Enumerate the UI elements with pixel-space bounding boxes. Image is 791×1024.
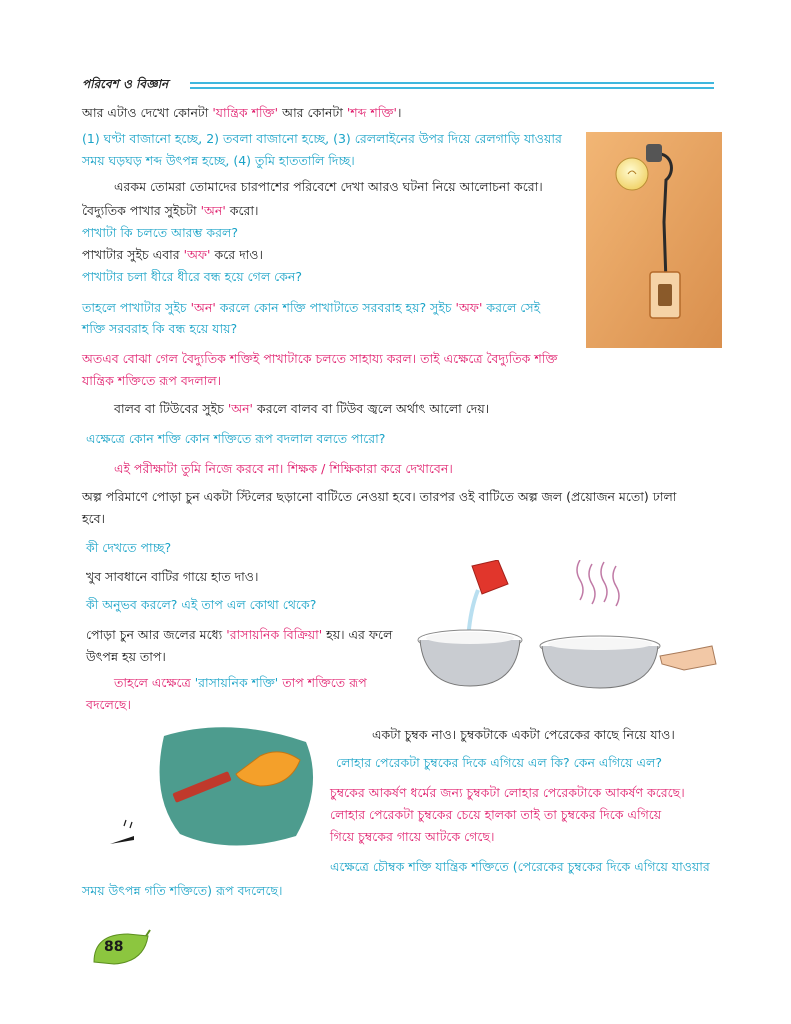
line-31: সময় উৎপন্ন গতি শক্তিতে) রূপ বদলেছে। xyxy=(82,883,283,898)
line-11: অতএব বোঝা গেল বৈদ্যুতিক শক্তিই পাখাটাকে চলতে সাহায্য করল। তাই এক্ষেত্রে বৈদ্যুতিক শক্তি xyxy=(82,351,558,366)
text: তাহলে পাখাটার সুইচ xyxy=(82,300,191,315)
line-23 xyxy=(114,674,367,692)
page-number: 88 xyxy=(104,939,124,955)
line-5 xyxy=(82,202,258,220)
line-10: শক্তি সরবরাহ কি বন্ধ হয়ে যায়? xyxy=(82,321,238,336)
line-30: এক্ষেত্রে চৌম্বক শক্তি যান্ত্রিক শক্তিতে (পেরেকের চুম্বকের দিকে এগিয়ে যাওয়ার xyxy=(330,859,710,874)
line-8: পাখাটার চলা ধীরে ধীরে বন্ধ হয়ে গেল কেন? xyxy=(82,269,303,284)
highlight: 'অফ' xyxy=(183,247,211,262)
line-28: লোহার পেরেকটা চুম্বকের চেয়ে হালকা তাই তা চুম্বকের দিকে এগিয়ে xyxy=(330,807,662,822)
highlight: 'যান্ত্রিক শক্তি' xyxy=(212,105,279,120)
line-24: বদলেছে। xyxy=(86,697,131,712)
line-7 xyxy=(82,246,263,264)
bulb-icon xyxy=(616,158,648,190)
line-25: একটা চুম্বক নাও। চুম্বকটাকে একটা পেরেকের কাছে নিয়ে যাও। xyxy=(372,727,675,742)
text: । xyxy=(396,105,402,120)
line-21 xyxy=(86,626,392,644)
hand-icon xyxy=(660,646,716,670)
switch-toggle xyxy=(658,284,672,306)
text: বালব বা টিউবের সুইচ xyxy=(114,401,228,416)
text: করলে বালব বা টিউব জ্বলে অর্থাৎ আলো দেয়। xyxy=(253,401,490,416)
bulb-holder xyxy=(646,144,662,162)
highlight: 'অফ' xyxy=(455,300,483,315)
text: বৈদ্যুতিক পাখার সুইচটা xyxy=(82,203,201,218)
highlight: 'শব্দ শক্তি' xyxy=(346,105,397,120)
green-patch xyxy=(160,727,313,845)
running-header: পরিবেশ ও বিজ্ঞান xyxy=(82,77,169,91)
line-17: হবে। xyxy=(82,511,106,526)
line-2: (1) ঘণ্টা বাজানো হচ্ছে, 2) তবলা বাজানো হচ্ছে, (3) রেললাইনের উপর দিয়ে রেলগাড়ি যাওয়ার xyxy=(82,131,562,146)
text: তাহলে এক্ষেত্রে xyxy=(114,675,195,690)
lime-water-illustration xyxy=(412,560,718,698)
line-22: উৎপন্ন হয় তাপ। xyxy=(86,649,166,664)
text: পোড়া চুন আর জলের মধ্যে xyxy=(86,627,227,642)
text: পাখাটার সুইচ এবার xyxy=(82,247,184,262)
line-3: সময় ঘড়ঘড় শব্দ উৎপন্ন হচ্ছে, (4) তুমি হাততালি দিচ্ছ। xyxy=(82,153,355,168)
line-6: পাখাটা কি চলতে আরম্ভ করল? xyxy=(82,225,238,240)
line-15: এই পরীক্ষাটা তুমি নিজে করবে না। শিক্ষক / শিক্ষিকারা করে দেখাবেন। xyxy=(114,461,453,476)
line-20: কী অনুভব করলে? এই তাপ এল কোথা থেকে? xyxy=(86,597,317,612)
text: আর কোনটা xyxy=(278,105,347,120)
line-9 xyxy=(82,299,540,317)
text: করলে কোন শক্তি পাখাটাতে সরবরাহ হয়? সুইচ xyxy=(215,300,456,315)
line-16: অল্প পরিমাণে পোড়া চুন একটা স্টিলের ছড়ানো বাটিতে নেওয়া হবে। তারপর ওই বাটিতে অল্প জল (প্রয়োজন মতো) ঢালা xyxy=(82,489,677,504)
nail-icon xyxy=(110,836,134,844)
line-19: খুব সাবধানে বাটির গায়ে হাত দাও। xyxy=(86,569,259,584)
highlight: 'অন' xyxy=(227,401,253,416)
line-13 xyxy=(114,400,489,418)
line-4: এরকম তোমরা তোমাদের চারপাশের পরিবেশে দেখা আরও ঘটনা নিয়ে আলোচনা করো। xyxy=(114,179,543,194)
bowl-right xyxy=(540,636,660,688)
text: তাপ শক্তিতে রূপ xyxy=(278,675,367,690)
highlight: 'অন' xyxy=(190,300,216,315)
line-12: যান্ত্রিক শক্তিতে রূপ বদলাল। xyxy=(82,373,222,388)
line-1 xyxy=(82,104,401,122)
header-rule xyxy=(190,82,714,94)
line-27: চুম্বকের আকর্ষণ ধর্মের জন্য চুম্বকটা লোহার পেরেকটাকে আকর্ষণ করেছে। xyxy=(330,785,685,800)
line-29: গিয়ে চুম্বকের গায়ে আটকে গেছে। xyxy=(330,829,495,844)
line-18: কী দেখতে পাচ্ছ? xyxy=(86,540,172,555)
line-26: লোহার পেরেকটা চুম্বকের দিকে এগিয়ে এল কি? কেন এগিয়ে এল? xyxy=(336,755,662,770)
highlight: 'রাসায়নিক শক্তি' xyxy=(194,675,279,690)
bulb-switch-illustration xyxy=(586,132,722,348)
text: করো। xyxy=(225,203,259,218)
text: করলে সেই xyxy=(482,300,541,315)
highlight: 'অন' xyxy=(200,203,226,218)
motion-marks xyxy=(124,820,132,828)
highlight: 'রাসায়নিক বিক্রিয়া' xyxy=(226,627,323,642)
magnet-nail-illustration xyxy=(110,716,330,860)
text: আর এটাও দেখো কোনটা xyxy=(82,105,213,120)
steam xyxy=(577,560,619,606)
pouring-cup-icon xyxy=(472,560,508,594)
text: হয়। এর ফলে xyxy=(322,627,393,642)
bowl-left xyxy=(418,630,522,686)
text: করে দাও। xyxy=(210,247,263,262)
line-14: এক্ষেত্রে কোন শক্তি কোন শক্তিতে রূপ বদলাল বলতে পারো? xyxy=(86,431,386,446)
